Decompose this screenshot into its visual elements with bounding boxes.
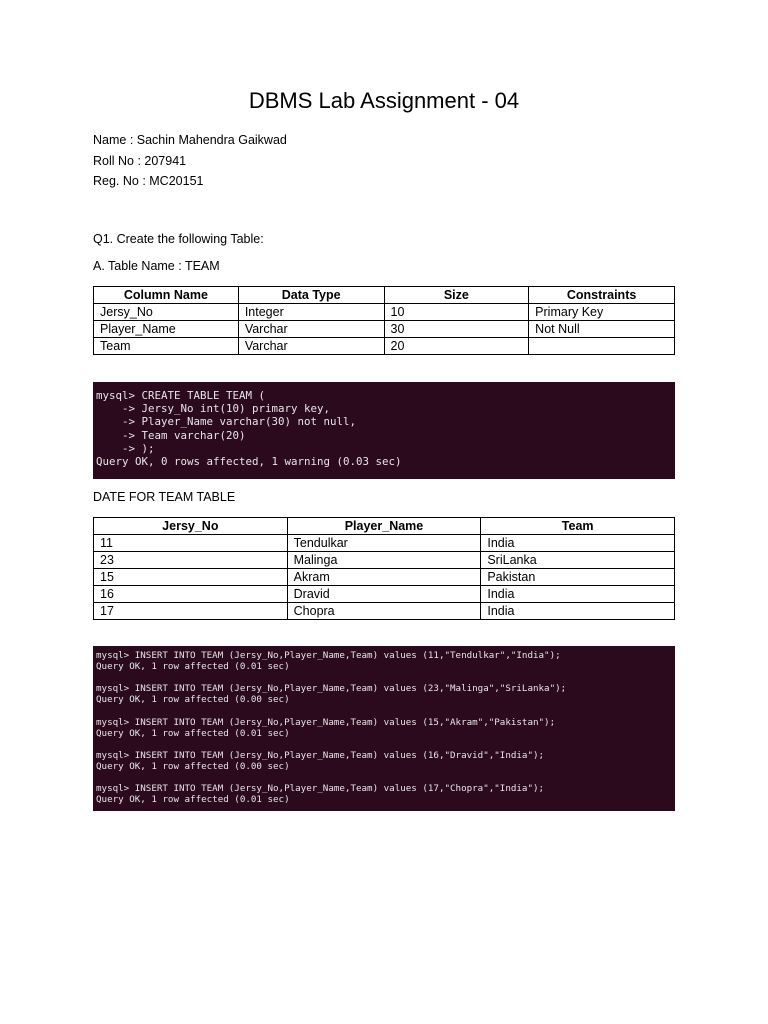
question-heading: Q1. Create the following Table: [93, 232, 264, 246]
terminal-line: -> ); [96, 441, 155, 455]
table-cell: Jersy_No [94, 304, 239, 321]
header-cell: Team [481, 518, 675, 535]
table-cell: Primary Key [529, 304, 675, 321]
table-cell: Chopra [287, 603, 481, 620]
table-row [94, 535, 675, 552]
terminal-line: Query OK, 1 row affected (0.00 sec) [96, 694, 290, 706]
team-schema-table [93, 286, 675, 355]
table-cell: Malinga [287, 552, 481, 569]
student-name: Name : Sachin Mahendra Gaikwad [93, 133, 287, 147]
student-reg: Reg. No : MC20151 [93, 174, 204, 188]
table-row [94, 321, 675, 338]
table-b-caption: DATE FOR TEAM TABLE [93, 490, 236, 504]
table-cell: India [481, 603, 675, 620]
table-a-caption: A. Table Name : TEAM [93, 259, 220, 273]
table-cell: Not Null [529, 321, 675, 338]
terminal-line: -> Team varchar(20) [96, 428, 246, 442]
terminal-insert-rows [93, 646, 675, 811]
table-cell: Tendulkar [287, 535, 481, 552]
table-header-row [94, 287, 675, 304]
table-row [94, 304, 675, 321]
table-cell: Pakistan [481, 569, 675, 586]
terminal-line: Query OK, 1 row affected (0.01 sec) [96, 727, 290, 739]
terminal-line [96, 772, 672, 783]
terminal-line: mysql> CREATE TABLE TEAM ( [96, 389, 266, 402]
table-row [94, 569, 675, 586]
header-cell: Column Name [94, 287, 239, 304]
terminal-line: mysql> INSERT INTO TEAM (Jersy_No,Player_Name,Team) values (11,"Tendulkar","India"); [96, 650, 561, 661]
table-cell [529, 338, 675, 355]
terminal-line: Query OK, 0 rows affected, 1 warning (0.03 sec) [96, 454, 402, 468]
table-cell: 23 [94, 552, 288, 569]
page-title: DBMS Lab Assignment - 04 [248, 88, 520, 113]
terminal-line: Query OK, 1 row affected (0.00 sec) [96, 760, 290, 772]
table-cell: 17 [94, 603, 288, 620]
student-info [93, 130, 287, 192]
terminal-line [96, 705, 672, 716]
team-data-table [93, 517, 675, 620]
terminal-line: mysql> INSERT INTO TEAM (Jersy_No,Player_Name,Team) values (23,"Malinga","SriLanka"); [96, 683, 567, 695]
terminal-line [96, 739, 672, 750]
table-cell: 30 [384, 321, 529, 338]
table-row [94, 338, 675, 355]
table-row [94, 586, 675, 603]
terminal-create-table [93, 382, 675, 479]
header-cell: Data Type [238, 287, 384, 304]
terminal-line: mysql> INSERT INTO TEAM (Jersy_No,Player_Name,Team) values (16,"Dravid","India"); [96, 749, 545, 761]
student-roll: Roll No : 207941 [93, 153, 187, 168]
table-header-row [94, 518, 675, 535]
table-cell: 20 [384, 338, 529, 355]
header-cell: Size [384, 287, 529, 304]
terminal-line: -> Jersy_No int(10) primary key, [96, 402, 331, 416]
table-cell: Varchar [238, 338, 384, 355]
terminal-line: mysql> INSERT INTO TEAM (Jersy_No,Player_Name,Team) values (17,"Chopra","India"); [96, 783, 545, 795]
table-cell: Team [94, 338, 239, 355]
table-row [94, 603, 675, 620]
table-cell: Dravid [287, 586, 481, 603]
table-cell: 16 [94, 586, 288, 603]
table-cell: 10 [384, 304, 529, 321]
table-cell: Akram [287, 569, 481, 586]
header-cell: Player_Name [287, 518, 481, 535]
table-cell: 11 [94, 535, 288, 552]
terminal-line: -> Player_Name varchar(30) not null, [96, 415, 357, 429]
table-row [94, 552, 675, 569]
table-cell: India [481, 535, 675, 552]
terminal-line [96, 672, 672, 683]
table-cell: 15 [94, 569, 288, 586]
table-cell: Player_Name [94, 321, 239, 338]
header-cell: Jersy_No [94, 518, 288, 535]
header-cell: Constraints [529, 287, 675, 304]
terminal-line: Query OK, 1 row affected (0.01 sec) [96, 794, 290, 806]
table-cell: India [481, 586, 675, 603]
table-cell: Integer [238, 304, 384, 321]
terminal-line: Query OK, 1 row affected (0.01 sec) [96, 661, 290, 673]
terminal-line: mysql> INSERT INTO TEAM (Jersy_No,Player_Name,Team) values (15,"Akram","Pakistan"); [96, 716, 556, 728]
table-cell: Varchar [238, 321, 384, 338]
table-cell: SriLanka [481, 552, 675, 569]
